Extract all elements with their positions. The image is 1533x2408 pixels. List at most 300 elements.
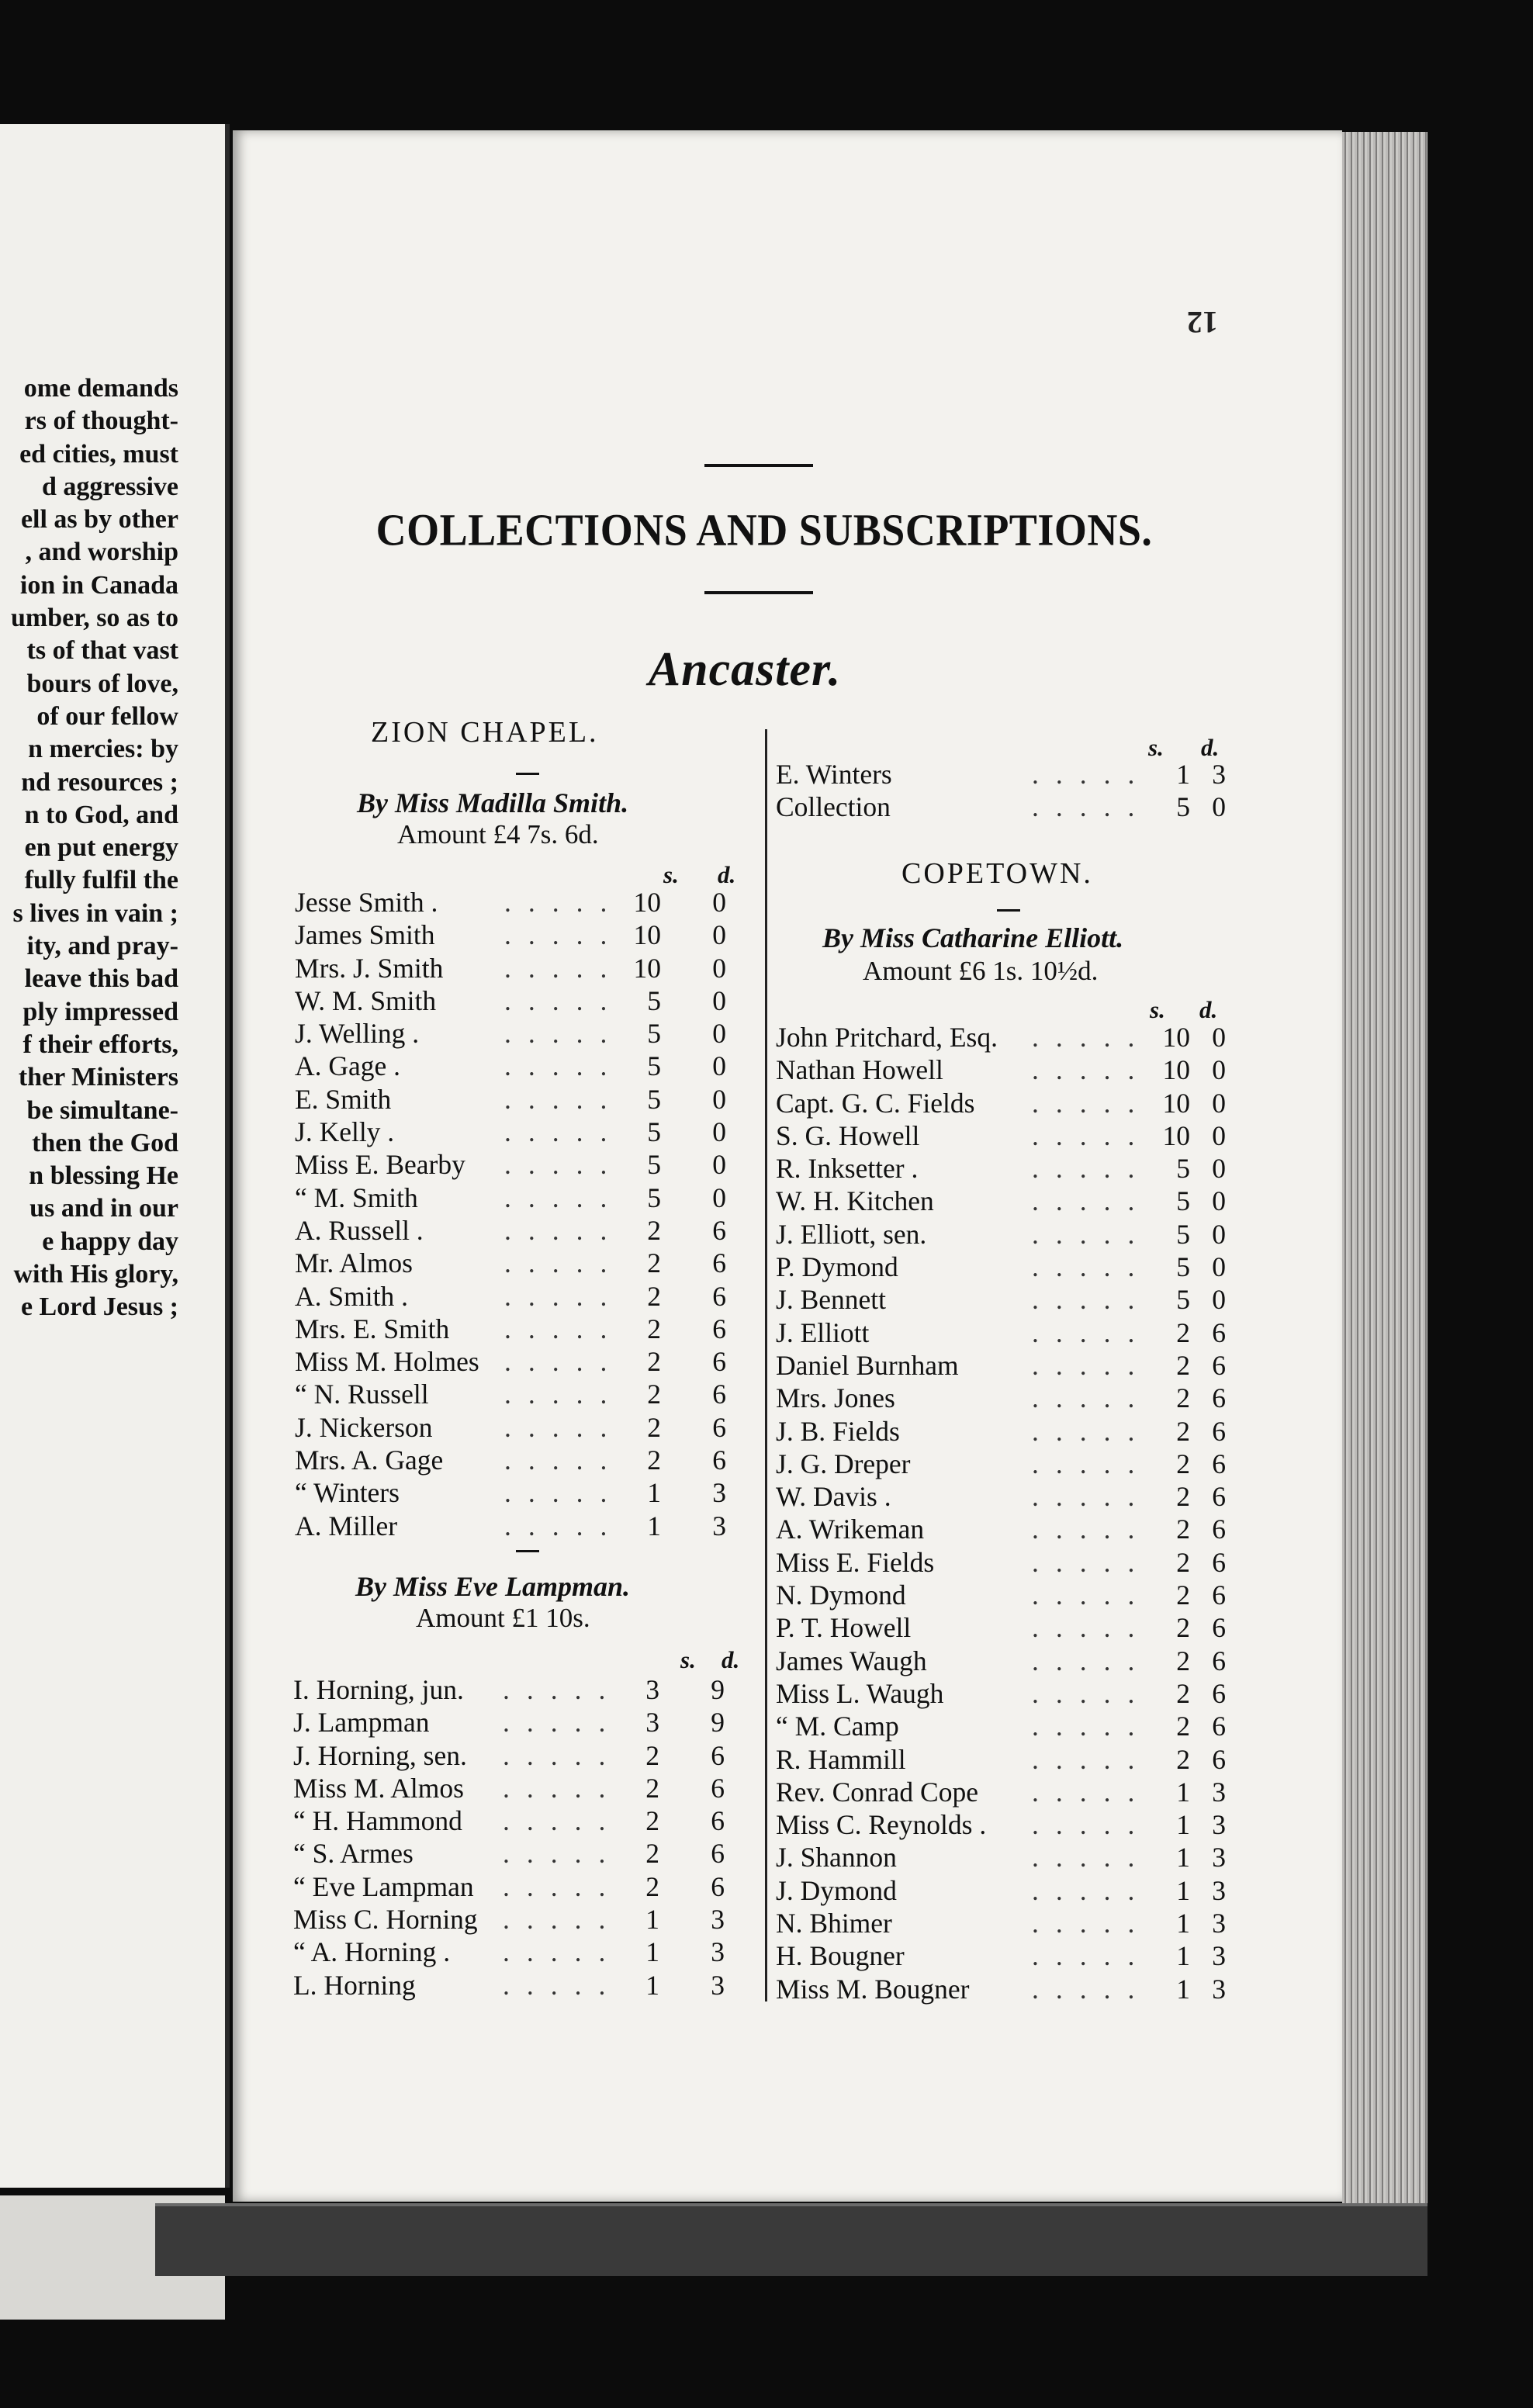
- amount-pence: 0: [712, 1149, 726, 1181]
- amount-shillings: 5: [647, 1116, 661, 1148]
- subscriber-row: [295, 1116, 760, 1148]
- subscriber-name: “ M. Camp: [776, 1711, 899, 1742]
- subscriber-name: Collection: [776, 791, 891, 823]
- subscriber-row: [293, 1772, 759, 1804]
- facing-page-text: [0, 372, 178, 1324]
- leader-dots: .....: [1032, 1809, 1152, 1841]
- facing-page-line: of our fellow: [36, 701, 178, 731]
- amount-pence: 0: [712, 1182, 726, 1213]
- amount-shillings: 10: [633, 952, 661, 984]
- facing-page-line: rs of thought-: [24, 407, 178, 436]
- amount-shillings: 2: [1176, 1546, 1190, 1578]
- amount-shillings: 10: [633, 887, 661, 918]
- pence-header: d.: [718, 861, 736, 888]
- amount-shillings: 5: [1176, 1218, 1190, 1250]
- subscriber-name: W. H. Kitchen: [776, 1185, 934, 1217]
- amount-shillings: 2: [1176, 1711, 1190, 1742]
- amount-shillings: 5: [647, 1182, 661, 1213]
- leader-dots: .....: [1032, 1711, 1152, 1742]
- amount-pence: 6: [712, 1379, 726, 1410]
- leader-dots: .....: [504, 1379, 625, 1410]
- amount-pence: 0: [1212, 1054, 1226, 1086]
- amount-pence: 0: [1212, 1022, 1226, 1053]
- subscriber-row: [776, 1808, 1241, 1841]
- amount-pence: 3: [1212, 1809, 1226, 1841]
- subscriber-row: [776, 1251, 1241, 1283]
- subscriber-name: A. Wrikeman: [776, 1514, 925, 1545]
- leader-dots: .....: [503, 1936, 623, 1968]
- leader-dots: .....: [504, 1411, 625, 1443]
- amount-shillings: 2: [647, 1444, 661, 1476]
- subscriber-row: [776, 1119, 1241, 1152]
- facing-page-line: bours of love,: [26, 669, 178, 698]
- facing-page-line: ity, and pray-: [26, 932, 178, 961]
- amount-pence: 6: [712, 1280, 726, 1312]
- amount-pence: 6: [711, 1739, 725, 1771]
- facing-page-line: ther Ministers: [18, 1063, 178, 1092]
- collector-amount: Amount £4 7s. 6d.: [397, 819, 599, 849]
- column-divider: [765, 729, 767, 2001]
- amount-shillings: 3: [645, 1707, 659, 1739]
- amount-pence: 3: [1212, 1776, 1226, 1808]
- place-heading: Ancaster.: [648, 643, 842, 696]
- amount-pence: 6: [1212, 1612, 1226, 1644]
- subscriber-list: [295, 886, 760, 1542]
- leader-dots: .....: [503, 1904, 623, 1936]
- title-rule-top: [704, 464, 813, 467]
- book-binding-edge: [155, 2203, 1427, 2276]
- amount-pence: 9: [711, 1674, 725, 1705]
- leader-dots: .....: [1032, 1546, 1152, 1578]
- subscriber-name: N. Bhimer: [776, 1908, 892, 1939]
- subscriber-row: [776, 1152, 1241, 1185]
- facing-page-line: ome demands: [23, 374, 178, 403]
- subscriber-name: E. Winters: [776, 759, 892, 790]
- amount-shillings: 1: [645, 1936, 659, 1968]
- subscriber-name: Miss C. Horning: [293, 1904, 478, 1936]
- shillings-header: s.: [1150, 996, 1165, 1023]
- leader-dots: .....: [1032, 1743, 1152, 1775]
- leader-dots: .....: [504, 1444, 625, 1476]
- subscriber-name: J. Elliott, sen.: [776, 1218, 927, 1250]
- facing-page-line: leave this bad: [24, 964, 178, 994]
- page-edges: [1342, 132, 1427, 2226]
- facing-page-line: n to God, and: [24, 800, 178, 829]
- subscriber-row: [776, 1087, 1241, 1119]
- amount-pence: 6: [1212, 1514, 1226, 1545]
- amount-pence: 6: [1212, 1743, 1226, 1775]
- subscriber-name: Nathan Howell: [776, 1054, 943, 1086]
- subscriber-list: [776, 1021, 1241, 2005]
- leader-dots: .....: [1032, 1316, 1152, 1348]
- leader-dots: .....: [503, 1707, 623, 1739]
- subscriber-name: “ N. Russell: [295, 1379, 429, 1410]
- leader-dots: .....: [504, 1214, 625, 1246]
- leader-dots: .....: [1032, 1677, 1152, 1709]
- subscriber-row: [776, 1283, 1241, 1316]
- amount-pence: 6: [711, 1805, 725, 1837]
- subscriber-name: Rev. Conrad Cope: [776, 1776, 978, 1808]
- subscriber-row: [293, 1673, 759, 1706]
- facing-page-line: us and in our: [29, 1194, 178, 1223]
- leader-dots: .....: [1032, 1185, 1152, 1217]
- subscriber-name: H. Bougner: [776, 1940, 905, 1972]
- leader-dots: .....: [1032, 1119, 1152, 1151]
- subscriber-name: Miss M. Bougner: [776, 1973, 970, 2005]
- subscriber-name: Mrs. J. Smith: [295, 952, 444, 984]
- facing-page-line: ed cities, must: [19, 439, 178, 469]
- amount-pence: 3: [1212, 1973, 1226, 2005]
- amount-shillings: 2: [647, 1280, 661, 1312]
- subscriber-row: [295, 1182, 760, 1214]
- facing-page-line: nd resources ;: [21, 767, 178, 797]
- subscriber-row: [293, 1870, 759, 1903]
- facing-page-line: e happy day: [42, 1226, 178, 1256]
- leader-dots: .....: [504, 952, 625, 984]
- subscriber-name: “ S. Armes: [293, 1838, 414, 1870]
- amount-pence: 3: [711, 1936, 725, 1968]
- amount-pence: 3: [711, 1904, 725, 1936]
- facing-page-line: with His glory,: [13, 1260, 178, 1289]
- subscriber-name: Mr. Almos: [295, 1247, 413, 1279]
- subscriber-name: James Smith: [295, 919, 435, 951]
- amount-pence: 0: [712, 1018, 726, 1050]
- subscriber-row: [295, 984, 760, 1017]
- subscriber-row: [776, 1185, 1241, 1217]
- amount-pence: 6: [1212, 1546, 1226, 1578]
- subscriber-row: [776, 1841, 1241, 1873]
- subscriber-row: [293, 1837, 759, 1870]
- subscriber-row: [295, 1378, 760, 1410]
- subscriber-row: [776, 1218, 1241, 1251]
- leader-dots: .....: [504, 1050, 625, 1082]
- subscriber-row: [295, 1510, 760, 1542]
- facing-page-line: ts of that vast: [26, 636, 178, 666]
- leader-dots: .....: [1032, 1415, 1152, 1447]
- facing-page-line: ply impressed: [22, 997, 178, 1026]
- subscriber-row: [776, 1480, 1241, 1513]
- subscriber-name: J. Horning, sen.: [293, 1739, 467, 1771]
- leader-dots: .....: [503, 1674, 623, 1705]
- amount-pence: 3: [1212, 1874, 1226, 1906]
- leader-dots: .....: [1032, 1251, 1152, 1283]
- leader-dots: .....: [1032, 1087, 1152, 1119]
- collector-heading: By Miss Catharine Elliott.: [822, 922, 1124, 953]
- subscriber-name: A. Miller: [295, 1510, 398, 1541]
- amount-pence: 3: [712, 1477, 726, 1509]
- amount-shillings: 1: [647, 1510, 661, 1541]
- amount-shillings: 10: [1162, 1119, 1190, 1151]
- subscriber-name: A. Gage .: [295, 1050, 401, 1082]
- amount-shillings: 5: [647, 1018, 661, 1050]
- amount-shillings: 1: [1176, 1842, 1190, 1873]
- section-dash: [516, 1550, 539, 1552]
- amount-shillings: 1: [1176, 1908, 1190, 1939]
- subscriber-name: J. Dymond: [776, 1874, 897, 1906]
- leader-dots: .....: [503, 1838, 623, 1870]
- amount-pence: 6: [711, 1870, 725, 1902]
- section-title-zion-chapel: ZION CHAPEL.: [371, 716, 599, 749]
- amount-pence: 3: [1212, 759, 1226, 790]
- subscriber-row: [776, 1579, 1241, 1611]
- leader-dots: .....: [503, 1772, 623, 1804]
- subscriber-row: [776, 1677, 1241, 1710]
- amount-shillings: 2: [1176, 1349, 1190, 1381]
- subscriber-row: [295, 1280, 760, 1313]
- subscriber-row: [776, 1021, 1241, 1054]
- subscriber-name: S. G. Howell: [776, 1119, 920, 1151]
- amount-pence: 6: [711, 1772, 725, 1804]
- subscriber-name: A. Russell .: [295, 1214, 424, 1246]
- subscriber-name: Miss L. Waugh: [776, 1677, 944, 1709]
- amount-pence: 6: [1212, 1677, 1226, 1709]
- leader-dots: .....: [1032, 1973, 1152, 2005]
- subscriber-name: “ M. Smith: [295, 1182, 418, 1213]
- collector-amount: Amount £1 10s.: [416, 1603, 590, 1633]
- subscriber-row: [295, 1017, 760, 1050]
- subscriber-row: [776, 1054, 1241, 1086]
- subscriber-row: [295, 1214, 760, 1247]
- amount-pence: 6: [712, 1313, 726, 1344]
- facing-page-line: n blessing He: [29, 1161, 178, 1191]
- subscriber-name: J. Shannon: [776, 1842, 897, 1873]
- amount-pence: 6: [1212, 1382, 1226, 1414]
- amount-shillings: 2: [645, 1739, 659, 1771]
- amount-shillings: 5: [647, 1050, 661, 1082]
- amount-shillings: 2: [1176, 1481, 1190, 1513]
- subscriber-row: [295, 1476, 760, 1509]
- amount-pence: 6: [1212, 1349, 1226, 1381]
- amount-shillings: 1: [1176, 1874, 1190, 1906]
- amount-shillings: 2: [647, 1313, 661, 1344]
- amount-pence: 3: [1212, 1940, 1226, 1972]
- amount-shillings: 5: [647, 984, 661, 1016]
- leader-dots: .....: [1032, 759, 1152, 790]
- amount-shillings: 2: [645, 1838, 659, 1870]
- amount-pence: 0: [1212, 1087, 1226, 1119]
- amount-pence: 0: [712, 952, 726, 984]
- subscriber-row: [776, 1973, 1241, 2005]
- amount-shillings: 5: [647, 1083, 661, 1115]
- amount-pence: 6: [712, 1214, 726, 1246]
- amount-pence: 0: [1212, 1218, 1226, 1250]
- leader-dots: .....: [504, 1477, 625, 1509]
- amount-shillings: 1: [1176, 759, 1190, 790]
- leader-dots: .....: [1032, 1022, 1152, 1053]
- pence-header: d.: [1199, 996, 1218, 1023]
- subscriber-name: J. G. Dreper: [776, 1448, 911, 1479]
- amount-pence: 0: [712, 1083, 726, 1115]
- amount-shillings: 1: [645, 1904, 659, 1936]
- subscriber-row: [295, 1148, 760, 1181]
- subscriber-row: [776, 1316, 1241, 1349]
- subscriber-row: [295, 1050, 760, 1082]
- leader-dots: .....: [504, 984, 625, 1016]
- amount-shillings: 5: [647, 1149, 661, 1181]
- amount-pence: 3: [711, 1969, 725, 2001]
- facing-page-line: be simultane-: [26, 1095, 178, 1125]
- pence-header: d.: [1201, 734, 1220, 761]
- amount-shillings: 5: [1176, 1185, 1190, 1217]
- facing-page-line: e Lord Jesus ;: [20, 1292, 178, 1322]
- subscriber-name: Miss C. Reynolds .: [776, 1809, 987, 1841]
- subscriber-name: P. T. Howell: [776, 1612, 912, 1644]
- amount-pence: 6: [711, 1838, 725, 1870]
- leader-dots: .....: [1032, 1874, 1152, 1906]
- subscriber-row: [776, 1743, 1241, 1776]
- amount-pence: 0: [1212, 1153, 1226, 1185]
- subscriber-name: James Waugh: [776, 1645, 927, 1676]
- subscriber-row: [776, 1448, 1241, 1480]
- amount-shillings: 2: [647, 1379, 661, 1410]
- subscriber-name: Miss E. Fields: [776, 1546, 935, 1578]
- amount-pence: 0: [1212, 1185, 1226, 1217]
- facing-page-line: ion in Canada: [19, 570, 178, 600]
- subscriber-name: A. Smith .: [295, 1280, 408, 1312]
- subscriber-name: “ Winters: [295, 1477, 400, 1509]
- facing-page-line: then the God: [32, 1128, 178, 1157]
- subscriber-name: Miss M. Almos: [293, 1772, 464, 1804]
- leader-dots: .....: [504, 1280, 625, 1312]
- section-title-copetown: COPETOWN.: [901, 857, 1093, 890]
- subscriber-name: J. B. Fields: [776, 1415, 900, 1447]
- section-dash: [997, 909, 1020, 912]
- amount-shillings: 2: [647, 1214, 661, 1246]
- amount-pence: 3: [1212, 1908, 1226, 1939]
- amount-shillings: 2: [1176, 1514, 1190, 1545]
- subscriber-row: [776, 1874, 1241, 1907]
- facing-page: [0, 124, 230, 2188]
- subscriber-row: [295, 886, 760, 919]
- subscriber-name: J. Lampman: [293, 1707, 430, 1739]
- amount-shillings: 10: [1162, 1054, 1190, 1086]
- subscriber-row: [776, 1382, 1241, 1414]
- subscriber-row: [295, 1083, 760, 1116]
- subscriber-row: [295, 1247, 760, 1279]
- amount-shillings: 5: [1176, 1251, 1190, 1283]
- collector-amount: Amount £6 1s. 10½d.: [863, 956, 1099, 986]
- subscriber-name: Mrs. Jones: [776, 1382, 895, 1414]
- subscriber-row: [776, 1907, 1241, 1939]
- subscriber-row: [776, 1415, 1241, 1448]
- collector-heading: By Miss Madilla Smith.: [357, 787, 629, 818]
- subscriber-row: [295, 952, 760, 984]
- leader-dots: .....: [1032, 1908, 1152, 1939]
- subscriber-row: [776, 1349, 1241, 1382]
- amount-pence: 9: [711, 1707, 725, 1739]
- leader-dots: .....: [504, 1018, 625, 1050]
- subscriber-name: W. M. Smith: [295, 984, 437, 1016]
- leader-dots: .....: [504, 887, 625, 918]
- subscriber-name: Miss E. Bearby: [295, 1149, 465, 1181]
- leader-dots: .....: [503, 1870, 623, 1902]
- amount-shillings: 1: [1176, 1973, 1190, 2005]
- leader-dots: .....: [504, 1313, 625, 1344]
- leader-dots: .....: [1032, 1284, 1152, 1316]
- leader-dots: .....: [504, 1510, 625, 1541]
- shillings-header: s.: [663, 861, 679, 888]
- leader-dots: .....: [503, 1805, 623, 1837]
- amount-shillings: 2: [1176, 1677, 1190, 1709]
- leader-dots: .....: [1032, 791, 1152, 823]
- subscriber-name: “ H. Hammond: [293, 1805, 462, 1837]
- leader-dots: .....: [1032, 1776, 1152, 1808]
- subscriber-name: Jesse Smith .: [295, 887, 438, 918]
- facing-page-line: s lives in vain ;: [12, 898, 178, 928]
- amount-shillings: 5: [1176, 791, 1190, 823]
- collector-heading: By Miss Eve Lampman.: [355, 1571, 631, 1602]
- leader-dots: .....: [1032, 1054, 1152, 1086]
- amount-shillings: 2: [1176, 1316, 1190, 1348]
- subscriber-row: [776, 1710, 1241, 1742]
- amount-shillings: 2: [1176, 1448, 1190, 1479]
- amount-shillings: 1: [1176, 1809, 1190, 1841]
- leader-dots: .....: [1032, 1349, 1152, 1381]
- subscriber-row: [293, 1706, 759, 1739]
- amount-shillings: 10: [633, 919, 661, 951]
- facing-page-line: n mercies: by: [28, 735, 178, 764]
- subscriber-list: [293, 1673, 759, 2001]
- amount-shillings: 2: [1176, 1579, 1190, 1611]
- amount-shillings: 2: [645, 1870, 659, 1902]
- amount-shillings: 2: [1176, 1382, 1190, 1414]
- subscriber-name: P. Dymond: [776, 1251, 898, 1283]
- subscriber-row: [295, 1411, 760, 1444]
- subscriber-name: Miss M. Holmes: [295, 1346, 479, 1378]
- subscriber-row: [776, 1645, 1241, 1677]
- leader-dots: .....: [1032, 1579, 1152, 1611]
- leader-dots: .....: [503, 1739, 623, 1771]
- amount-shillings: 2: [645, 1805, 659, 1837]
- subscriber-name: W. Davis .: [776, 1481, 891, 1513]
- amount-pence: 0: [712, 1116, 726, 1148]
- subscriber-name: Daniel Burnham: [776, 1349, 959, 1381]
- amount-shillings: 3: [645, 1674, 659, 1705]
- subscriber-name: R. Inksetter .: [776, 1153, 919, 1185]
- amount-shillings: 5: [1176, 1284, 1190, 1316]
- subscriber-name: J. Nickerson: [295, 1411, 433, 1443]
- amount-shillings: 5: [1176, 1153, 1190, 1185]
- subscriber-row: [776, 1776, 1241, 1808]
- amount-shillings: 10: [1162, 1087, 1190, 1119]
- leader-dots: .....: [504, 1247, 625, 1279]
- subscriber-row: [776, 1939, 1241, 1972]
- section-dash: [516, 773, 539, 775]
- subscriber-row: [293, 1936, 759, 1968]
- leader-dots: .....: [1032, 1382, 1152, 1414]
- pence-header: d.: [722, 1646, 740, 1673]
- shillings-header: s.: [680, 1646, 696, 1673]
- subscriber-row: [776, 1611, 1241, 1644]
- subscriber-name: J. Kelly .: [295, 1116, 395, 1148]
- amount-pence: 0: [1212, 1284, 1226, 1316]
- leader-dots: .....: [1032, 1218, 1152, 1250]
- leader-dots: .....: [503, 1969, 623, 2001]
- subscriber-name: J. Elliott: [776, 1316, 870, 1348]
- amount-pence: 0: [712, 887, 726, 918]
- amount-pence: 3: [712, 1510, 726, 1541]
- facing-page-line: f their efforts,: [22, 1029, 178, 1059]
- subscriber-name: R. Hammill: [776, 1743, 906, 1775]
- facing-page-line: fully fulfil the: [24, 866, 178, 895]
- shillings-header: s.: [1148, 734, 1164, 761]
- leader-dots: .....: [1032, 1940, 1152, 1972]
- subscriber-name: John Pritchard, Esq.: [776, 1022, 998, 1053]
- subscriber-row: [776, 1513, 1241, 1545]
- amount-pence: 6: [1212, 1448, 1226, 1479]
- subscriber-row: [776, 1546, 1241, 1579]
- amount-shillings: 2: [645, 1772, 659, 1804]
